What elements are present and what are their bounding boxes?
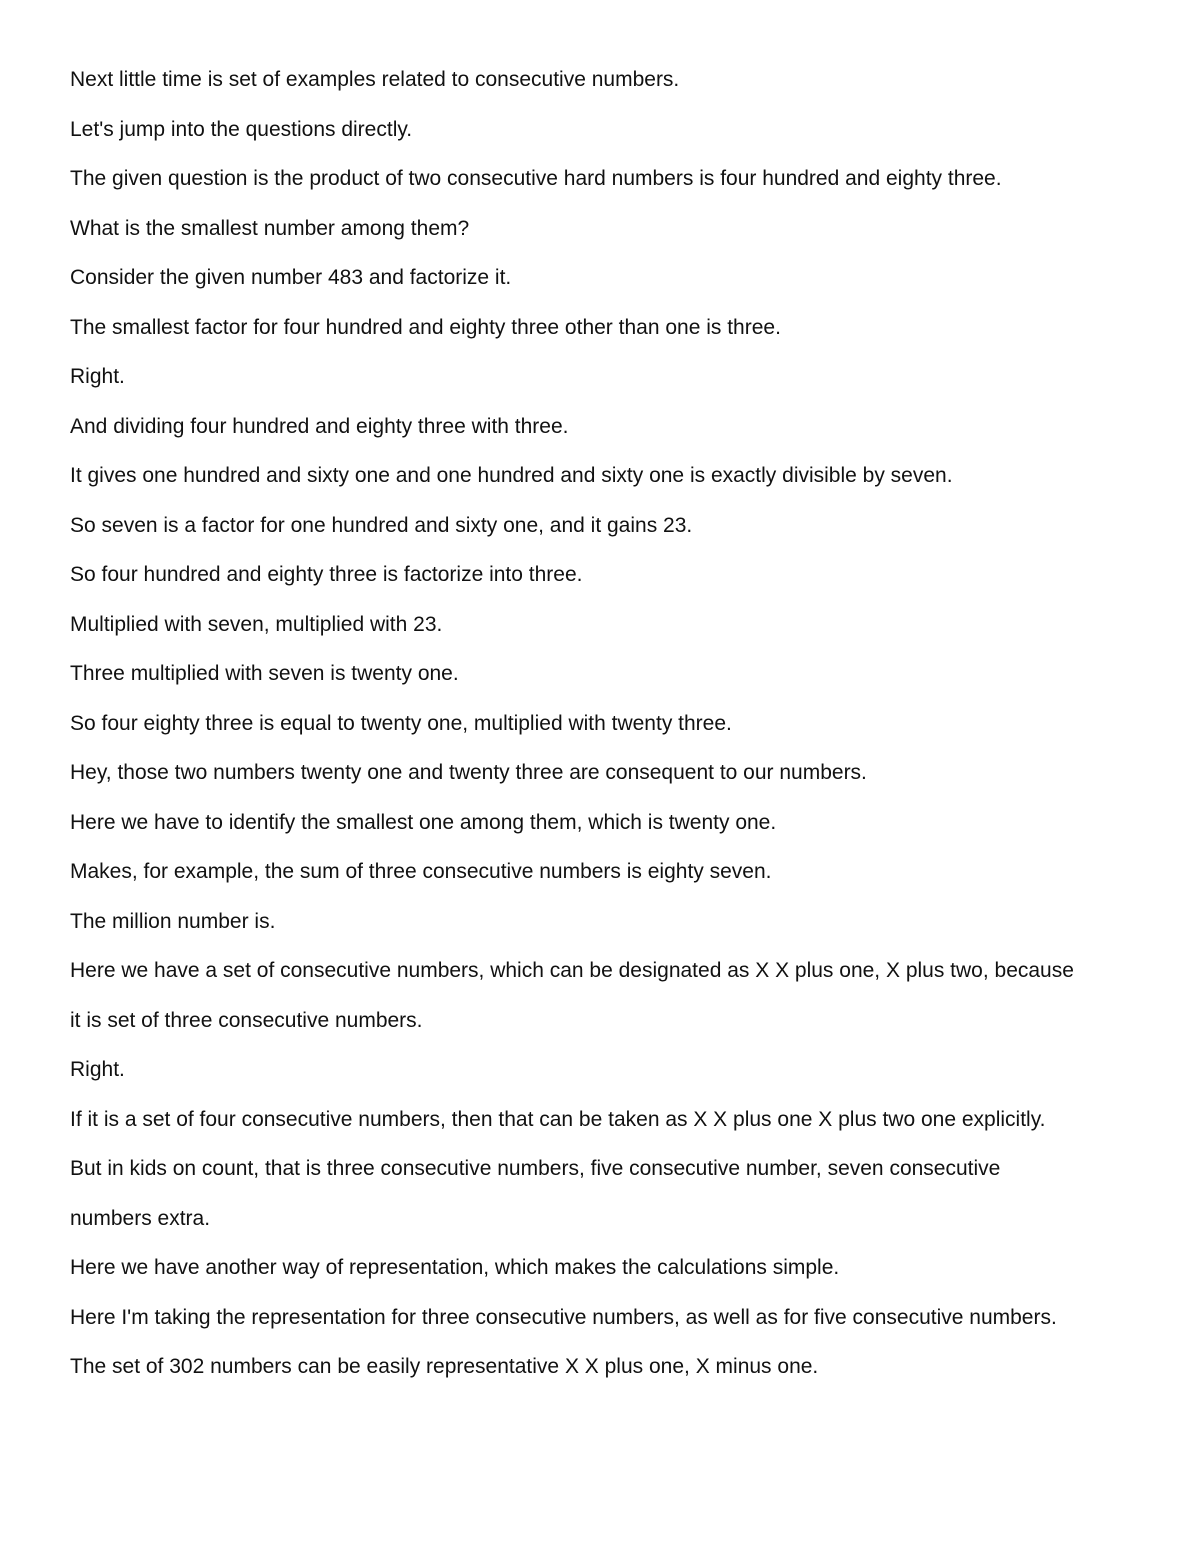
paragraph: It gives one hundred and sixty one and one hundred and sixty one is exactly divisible by seven. [70, 464, 953, 487]
paragraph: Here we have a set of consecutive numbers, which can be designated as X X plus one, X plus two, because [70, 959, 1074, 982]
paragraph: Next little time is set of examples related to consecutive numbers. [70, 68, 680, 91]
paragraph: Hey, those two numbers twenty one and twenty three are consequent to our numbers. [70, 761, 867, 784]
paragraph: So four hundred and eighty three is factorize into three. [70, 563, 583, 586]
paragraph: If it is a set of four consecutive numbers, then that can be taken as X X plus one X plus two one explicitly. [70, 1107, 1046, 1131]
paragraph: So four eighty three is equal to twenty one, multiplied with twenty three. [70, 711, 732, 735]
paragraph: The set of 302 numbers can be easily representative X X plus one, X minus one. [70, 1355, 819, 1378]
paragraph: Here I'm taking the representation for three consecutive numbers, as well as for five consecutive numbers. [70, 1305, 1057, 1329]
paragraph: The given question is the product of two consecutive hard numbers is four hundred and eighty three. [70, 167, 1002, 190]
document-page [70, 68, 1130, 1405]
paragraph: Here we have to identify the smallest one among them, which is twenty one. [70, 810, 777, 834]
paragraph: And dividing four hundred and eighty three with three. [70, 414, 569, 438]
paragraph: it is set of three consecutive numbers. [70, 1008, 423, 1032]
paragraph: But in kids on count, that is three consecutive numbers, five consecutive number, seven consecutive [70, 1157, 1001, 1180]
paragraph: The smallest factor for four hundred and eighty three other than one is three. [70, 315, 781, 339]
paragraph: Multiplied with seven, multiplied with 23. [70, 612, 443, 636]
paragraph: Right. [70, 1058, 125, 1081]
paragraph: Here we have another way of representation, which makes the calculations simple. [70, 1256, 840, 1279]
paragraph: Right. [70, 365, 125, 388]
paragraph: Three multiplied with seven is twenty one. [70, 662, 459, 685]
paragraph: Makes, for example, the sum of three consecutive numbers is eighty seven. [70, 860, 772, 883]
paragraph: Consider the given number 483 and factorize it. [70, 266, 512, 289]
paragraph: What is the smallest number among them? [70, 216, 470, 240]
paragraph: The million number is. [70, 909, 276, 933]
paragraph: numbers extra. [70, 1206, 211, 1230]
paragraph: Let's jump into the questions directly. [70, 117, 413, 141]
paragraph: So seven is a factor for one hundred and sixty one, and it gains 23. [70, 513, 693, 537]
